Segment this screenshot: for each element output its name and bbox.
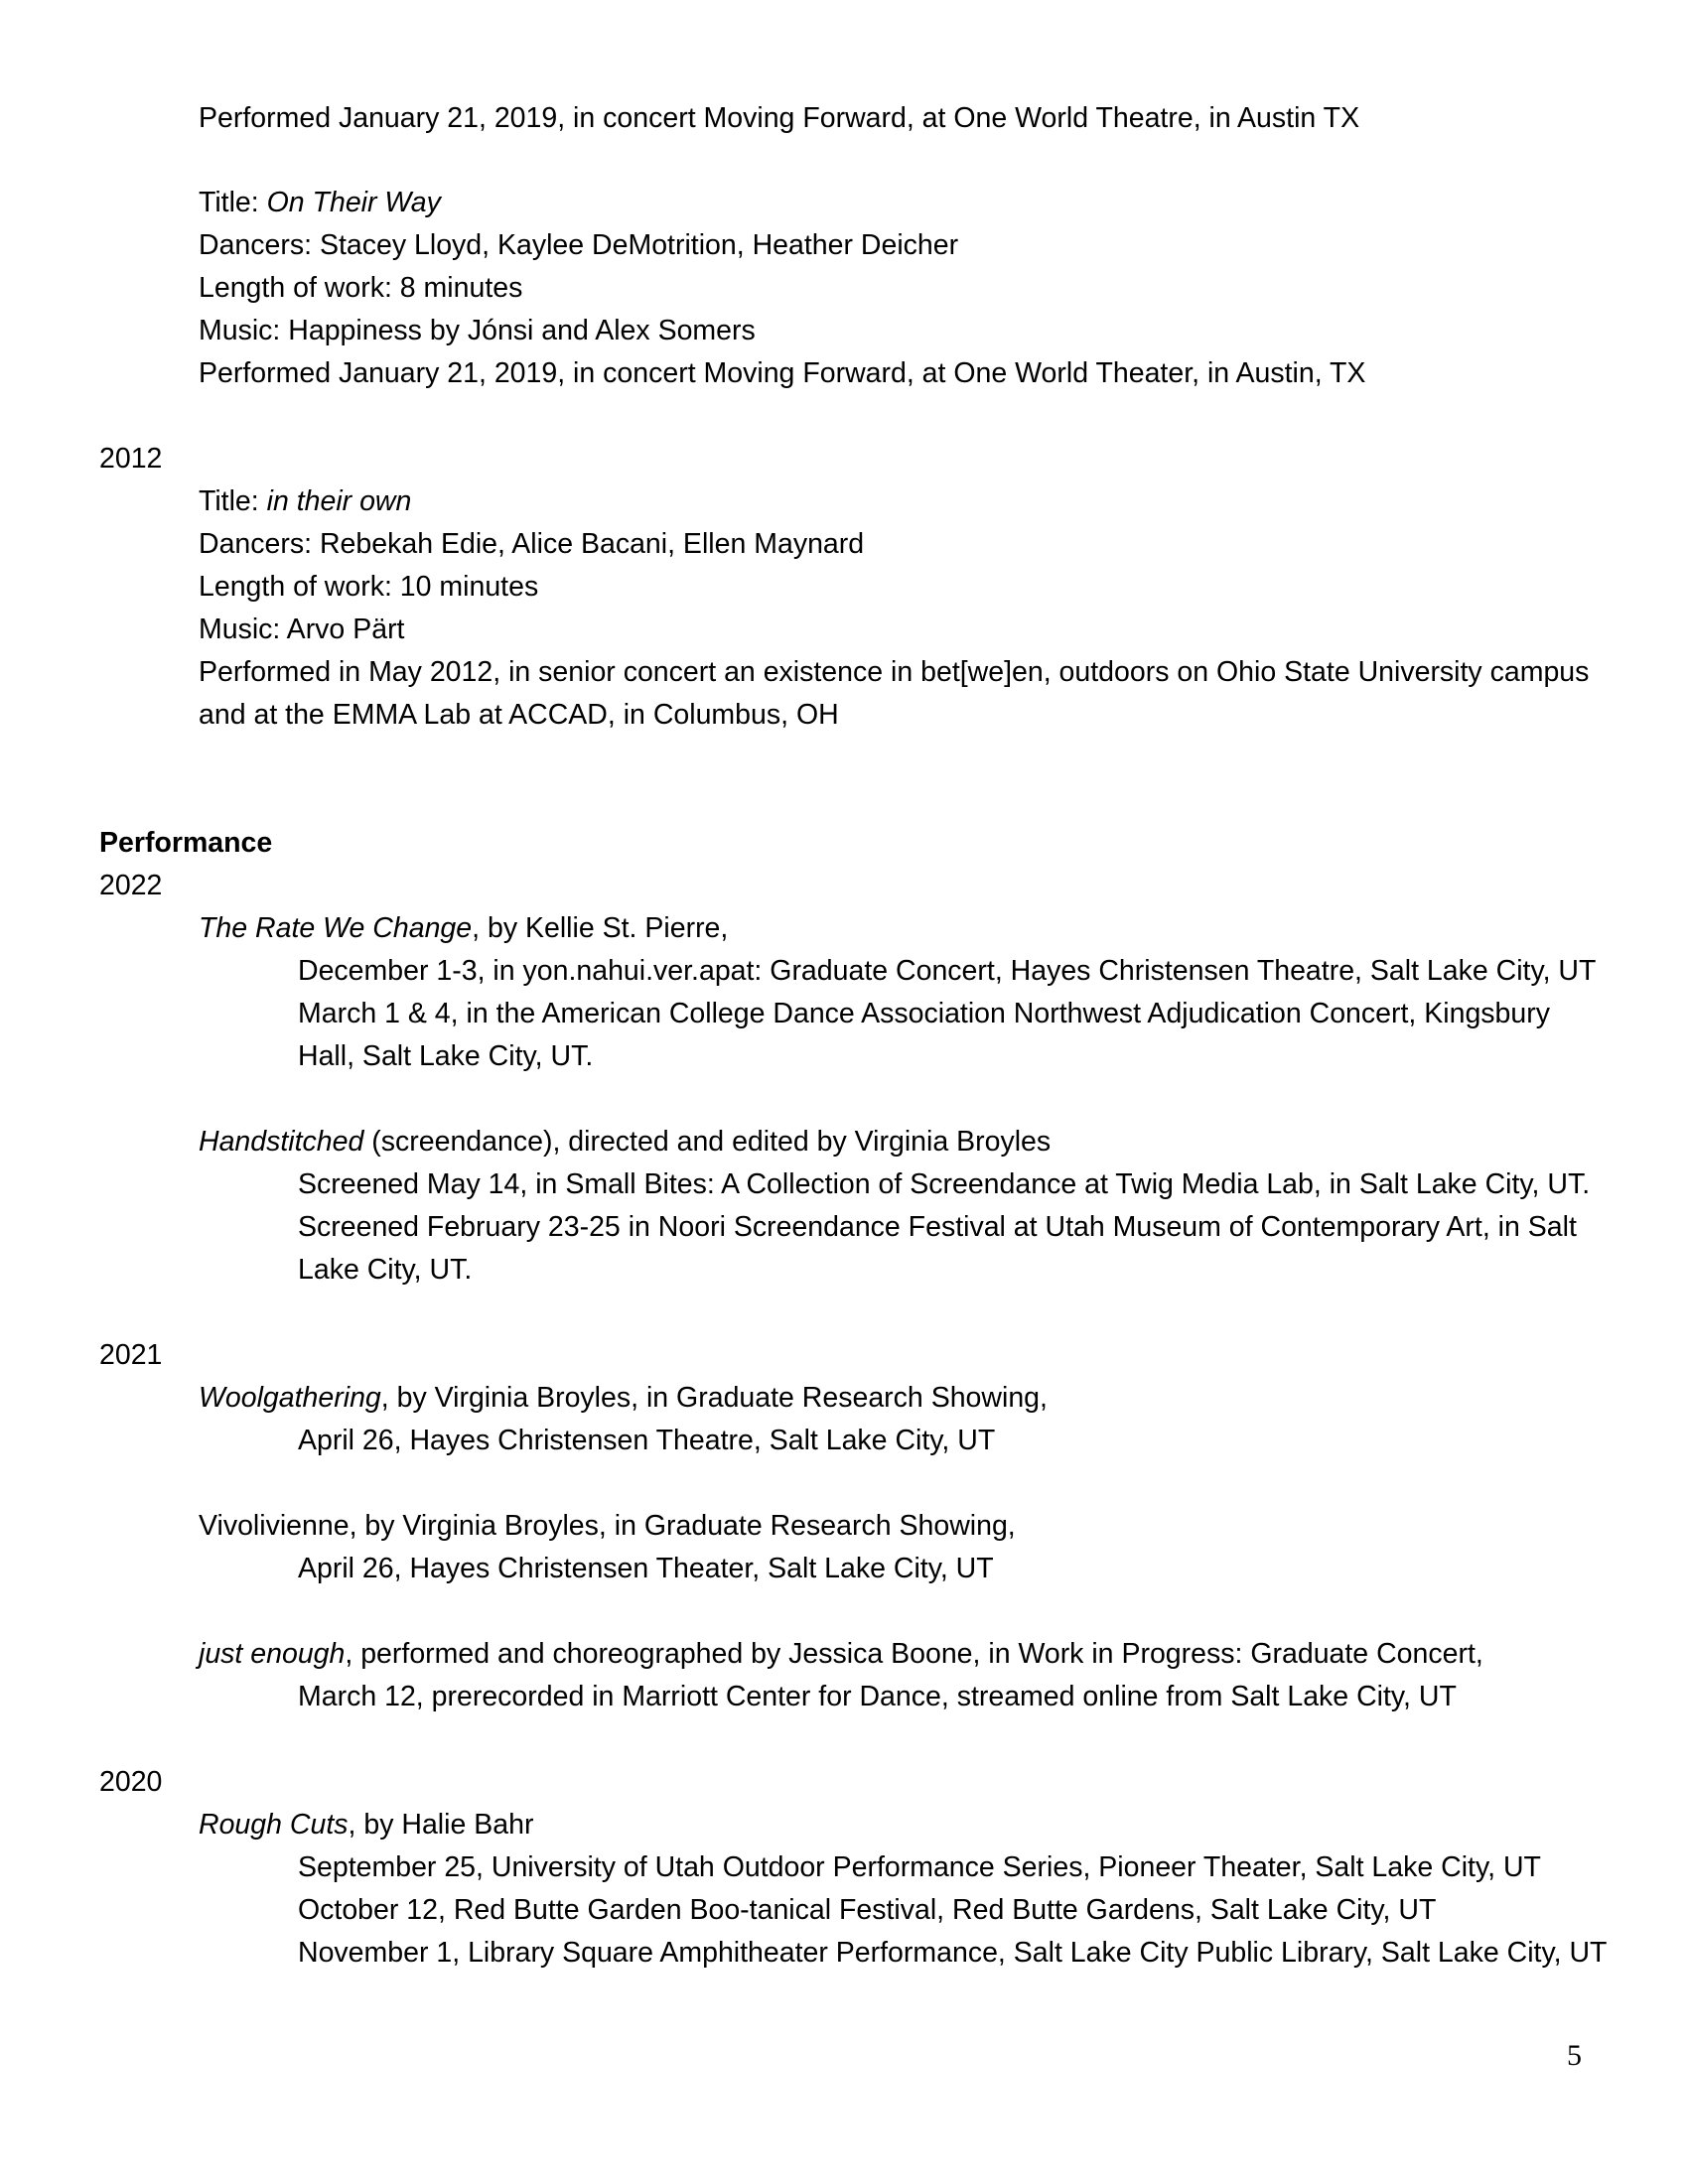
music-line: Music: Arvo Pärt [199, 614, 405, 645]
work-line [199, 1808, 533, 1842]
work-line [199, 1637, 1483, 1671]
work-line [199, 1381, 1048, 1415]
performed-line-cont: and at the EMMA Lab at ACCAD, in Columbus, OH [199, 699, 839, 731]
performed-line-top: Performed January 21, 2019, in concert Moving Forward, at One World Theatre, in Austin TX [199, 102, 1360, 134]
section-heading: Performance [99, 827, 273, 859]
work-credit: , performed and choreographed by Jessica Boone, in Work in Progress: Graduate Concert, [345, 1638, 1483, 1670]
dancers-line: Dancers: Rebekah Edie, Alice Bacani, Ellen Maynard [199, 528, 865, 560]
performance-detail: March 12, prerecorded in Marriott Center for Dance, streamed online from Salt Lake City, UT [298, 1681, 1457, 1712]
work-title: The Rate We Change [199, 912, 473, 944]
work-credit: (screendance), directed and edited by Virginia Broyles [363, 1126, 1052, 1158]
performance-detail: December 1-3, in yon.nahui.ver.apat: Graduate Concert, Hayes Christensen Theatre, Salt Lake City, UT [298, 955, 1597, 987]
work-title-line [199, 186, 441, 219]
work-title-line [199, 484, 411, 518]
performance-detail: April 26, Hayes Christensen Theatre, Salt Lake City, UT [298, 1425, 996, 1456]
work-line [199, 911, 728, 945]
work-credit: , by Halie Bahr [348, 1809, 534, 1841]
year-heading: 2012 [99, 443, 163, 475]
performance-detail: April 26, Hayes Christensen Theater, Salt Lake City, UT [298, 1553, 994, 1584]
performance-detail: Lake City, UT. [298, 1254, 473, 1286]
length-line: Length of work: 10 minutes [199, 571, 539, 603]
title-label: Title: [199, 187, 267, 218]
work-title: On Their Way [266, 187, 441, 218]
performance-detail: November 1, Library Square Amphitheater Performance, Salt Lake City Public Library, Salt Lake City, UT [298, 1937, 1608, 1969]
performance-detail: Hall, Salt Lake City, UT. [298, 1040, 594, 1072]
performance-detail: Screened May 14, in Small Bites: A Collection of Screendance at Twig Media Lab, in Salt Lake City, UT. [298, 1168, 1591, 1200]
length-line: Length of work: 8 minutes [199, 272, 523, 304]
work-line [199, 1125, 1051, 1159]
year-heading: 2020 [99, 1766, 163, 1798]
year-heading: 2021 [99, 1339, 163, 1371]
work-title: Woolgathering [199, 1382, 381, 1414]
work-title: Handstitched [199, 1126, 364, 1158]
work-title: Rough Cuts [199, 1809, 349, 1841]
work-credit: , by Kellie St. Pierre, [472, 912, 729, 944]
year-heading: 2022 [99, 870, 163, 901]
performed-line: Performed in May 2012, in senior concert an existence in bet[we]en, outdoors on Ohio State University campus [199, 656, 1590, 688]
work-line: Vivolivienne, by Virginia Broyles, in Graduate Research Showing, [199, 1510, 1016, 1542]
performance-detail: September 25, University of Utah Outdoor Performance Series, Pioneer Theater, Salt Lake City, UT [298, 1851, 1541, 1883]
performed-line: Performed January 21, 2019, in concert Moving Forward, at One World Theater, in Austin, TX [199, 357, 1366, 389]
work-title: just enough [199, 1638, 346, 1670]
page-number: 5 [1567, 2039, 1582, 2072]
work-credit: , by Virginia Broyles, in Graduate Research Showing, [380, 1382, 1048, 1414]
title-label: Title: [199, 485, 267, 517]
performance-detail: March 1 & 4, in the American College Dance Association Northwest Adjudication Concert, Kingsbury [298, 998, 1550, 1029]
work-title: in their own [266, 485, 412, 517]
performance-detail: Screened February 23-25 in Noori Screendance Festival at Utah Museum of Contemporary Art, in Salt [298, 1211, 1577, 1243]
performance-detail: October 12, Red Butte Garden Boo-tanical Festival, Red Butte Gardens, Salt Lake City, UT [298, 1894, 1437, 1926]
music-line: Music: Happiness by Jónsi and Alex Somers [199, 315, 756, 346]
dancers-line: Dancers: Stacey Lloyd, Kaylee DeMotrition, Heather Deicher [199, 229, 959, 261]
